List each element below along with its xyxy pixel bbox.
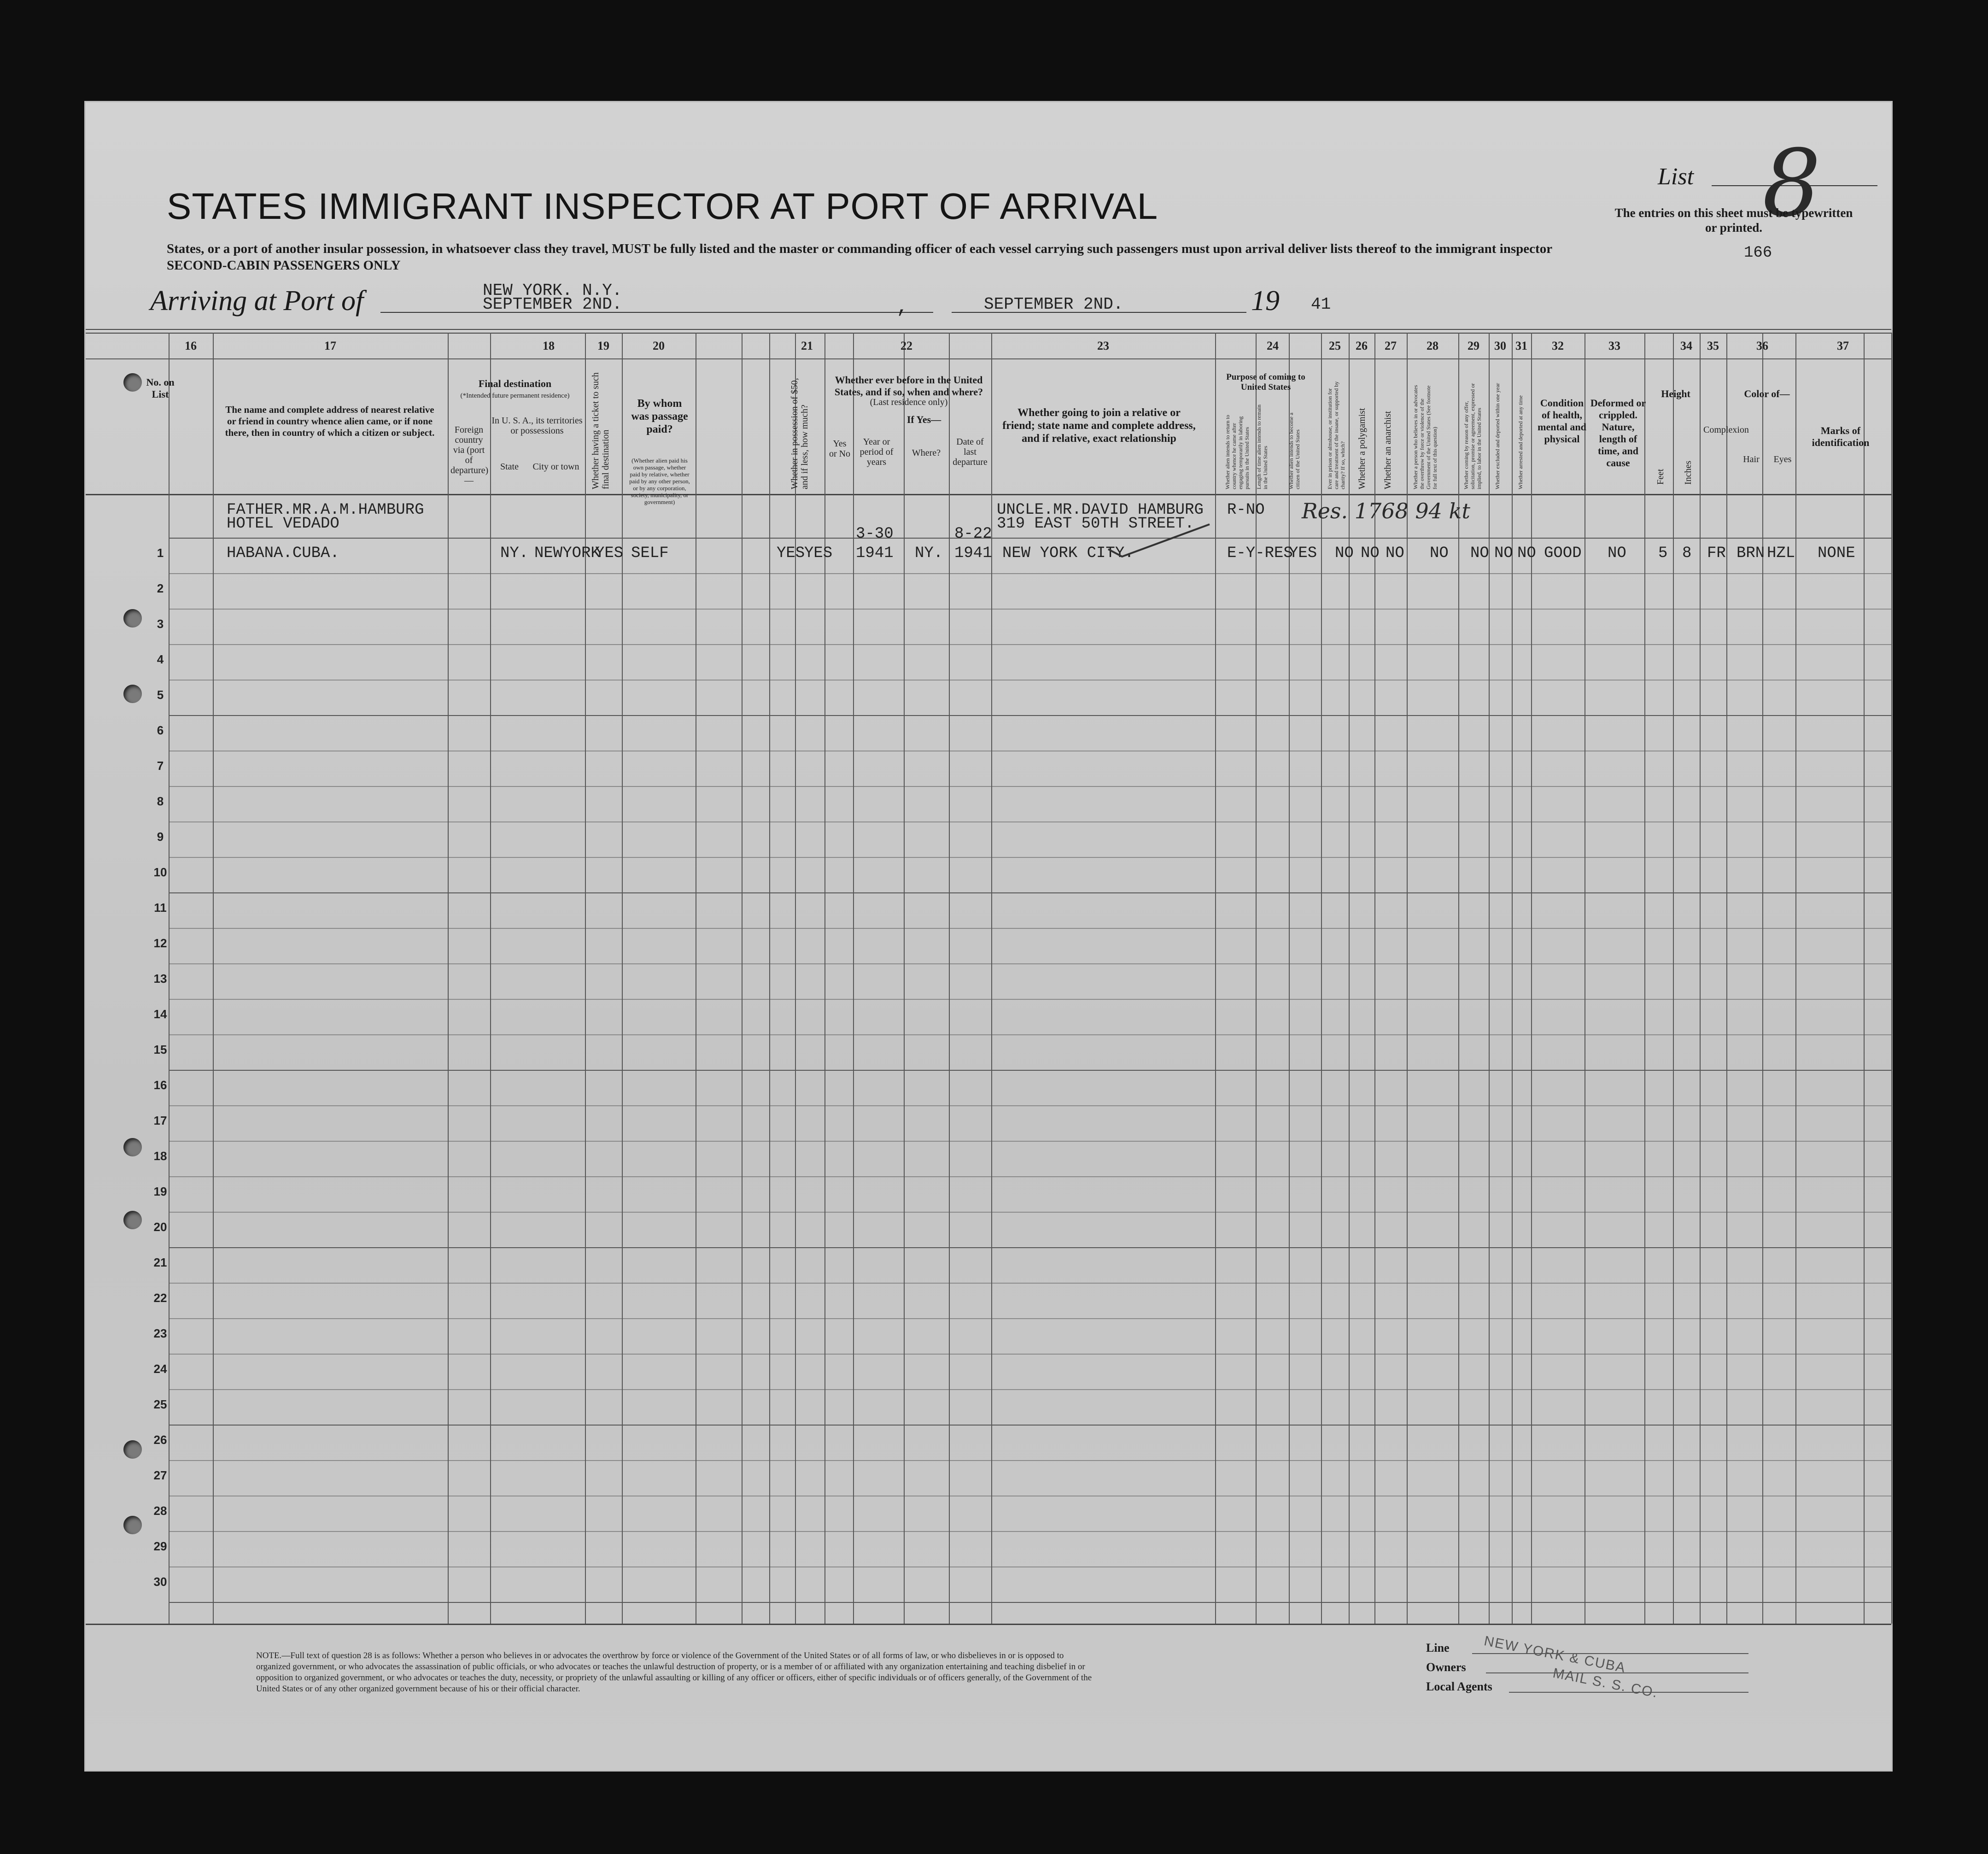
row-number: 18 xyxy=(153,1149,167,1163)
row-rule xyxy=(169,1212,1891,1213)
arrival-port: NEW YORK. N.Y. xyxy=(483,281,622,300)
row-rule xyxy=(169,538,1891,539)
column-rule xyxy=(1700,333,1701,1624)
header-col24-title: Purpose of coming to United States xyxy=(1226,372,1305,392)
row-number: 8 xyxy=(157,794,164,808)
row-rule xyxy=(169,821,1891,822)
header-col26: Whether a polygamist xyxy=(1357,408,1367,489)
entry-relative-line2: HOTEL VEDADO xyxy=(227,515,339,533)
row-number: 5 xyxy=(157,688,164,702)
handwritten-note: Res. 1768 94 kt xyxy=(1302,499,1470,523)
header-col27: Whether an anarchist xyxy=(1383,411,1393,489)
row-number: 4 xyxy=(157,652,164,666)
header-no-on-list: No. on List xyxy=(146,376,175,400)
row-number: 15 xyxy=(153,1043,167,1056)
row-rule xyxy=(169,715,1891,716)
binder-hole xyxy=(123,685,142,703)
date-separator: , xyxy=(896,296,909,319)
row-rule xyxy=(169,609,1891,610)
header-col18-state: State xyxy=(500,462,519,472)
column-number: 17 xyxy=(324,339,336,352)
entry-contract-labor: NO xyxy=(1470,545,1489,562)
column-number: 32 xyxy=(1552,339,1564,352)
column-rule xyxy=(490,333,491,1624)
row-number: 11 xyxy=(154,901,167,915)
header-col28: Whether a person who believes in or advocates the overthrow by force or violence of the Government of the United States (See footnote for full text of this question) xyxy=(1412,385,1438,489)
column-number: 25 xyxy=(1329,339,1341,352)
column-rule xyxy=(1215,333,1216,1624)
header-col34-title: Height xyxy=(1661,388,1690,399)
row-number: 9 xyxy=(157,830,164,844)
entry-inches: 8 xyxy=(1682,545,1692,562)
header-col25: Ever in prison or almshouse, or institution for care and treatment of the insane, or supported by charity? If so, which? xyxy=(1327,381,1346,489)
column-rule xyxy=(904,333,905,1624)
class-note: SECOND-CABIN PASSENGERS ONLY xyxy=(167,258,401,273)
row-number: 3 xyxy=(157,617,164,631)
row-rule xyxy=(169,1141,1891,1142)
column-rule xyxy=(1458,333,1459,1624)
column-rule xyxy=(742,333,743,1624)
header-col34-inches: Inches xyxy=(1683,460,1693,485)
footer-line-label: Line xyxy=(1426,1641,1450,1655)
column-number: 37 xyxy=(1837,339,1849,352)
stamp-line1: NEW YORK & CUBA xyxy=(1483,1633,1627,1676)
typewritten-note: The entries on this sheet must be typewritten or printed. xyxy=(1614,206,1853,235)
header-col29: Whether coming by reason of any offer, solicitation, promise or agreement, expressed or implied, to labor in the United States xyxy=(1463,383,1482,489)
header-col34-feet: Feet xyxy=(1655,469,1666,485)
entry-has-50: YES xyxy=(777,545,805,562)
footer-agents-label: Local Agents xyxy=(1426,1680,1492,1693)
binder-hole xyxy=(123,1211,142,1229)
header-col36-eyes: Eyes xyxy=(1773,454,1792,464)
binder-hole xyxy=(123,1516,142,1534)
column-rule xyxy=(1795,333,1796,1624)
row-number: 25 xyxy=(153,1397,167,1411)
header-col33: Deformed or crippled. Nature, length of time, and cause xyxy=(1590,397,1646,469)
column-rule xyxy=(1864,333,1865,1624)
column-number: 21 xyxy=(801,339,813,352)
header-col32: Condition of health, mental and physical xyxy=(1538,397,1586,445)
row-number: 7 xyxy=(157,759,164,773)
entry-polygamist: NO xyxy=(1361,545,1380,562)
column-number: 26 xyxy=(1356,339,1368,352)
column-rule xyxy=(824,333,825,1624)
arrival-date-2: SEPTEMBER 2ND. xyxy=(984,295,1123,314)
manifest-sheet xyxy=(86,102,1891,1770)
row-rule xyxy=(169,928,1891,929)
entry-deformed: NO xyxy=(1608,545,1626,562)
binder-hole xyxy=(123,609,142,628)
entry-relative-line1: FATHER.MR.A.M.HAMBURG xyxy=(227,501,424,519)
entry-relative-line3: HABANA.CUBA. xyxy=(227,545,339,562)
row-number: 12 xyxy=(153,936,167,950)
row-rule xyxy=(169,1070,1891,1071)
row-rule xyxy=(169,1389,1891,1390)
column-number: 22 xyxy=(900,339,912,352)
header-col22-where: Where? xyxy=(912,448,941,458)
header-col24-b: Length of time alien intends to remain in the United States xyxy=(1256,405,1269,489)
column-rule xyxy=(1374,333,1375,1624)
header-col17: The name and complete address of nearest relative or friend in country whence alien came, or if none there, then in country of which a citizen or subject. xyxy=(225,404,435,438)
header-col18-title: Final destination xyxy=(478,378,552,389)
row-rule xyxy=(169,1460,1891,1461)
column-number: 29 xyxy=(1468,339,1479,352)
column-number: 23 xyxy=(1097,339,1109,352)
list-label: List xyxy=(1658,164,1694,190)
arrival-underline-1 xyxy=(380,312,933,313)
header-col36-hair: Hair xyxy=(1743,454,1760,464)
column-rule xyxy=(1644,333,1645,1624)
header-col35: Complexion xyxy=(1703,425,1749,435)
column-number: 36 xyxy=(1756,339,1768,352)
row-number: 20 xyxy=(153,1220,167,1234)
column-rule xyxy=(1489,333,1490,1624)
header-col22-title: Whether ever before in the United States, and if so, when and where? xyxy=(834,374,983,398)
entry-city: NEWYORK xyxy=(534,545,600,562)
entry-departure-top: 8-22 xyxy=(954,525,992,543)
column-rule xyxy=(1321,333,1322,1624)
entry-departure-year: 1941 xyxy=(954,545,992,562)
entry-purpose: E-Y-RES xyxy=(1227,545,1293,562)
header-col24-c: Whether alien intends to become a citizen of the United States xyxy=(1288,412,1301,489)
row-number: 2 xyxy=(157,581,164,595)
column-rule xyxy=(1762,333,1763,1624)
header-col30: Whether excluded and deported within one year xyxy=(1494,383,1501,489)
column-number: 27 xyxy=(1385,339,1397,352)
column-number: 20 xyxy=(653,339,665,352)
entry-state: NY. xyxy=(500,545,529,562)
arriving-label: Arriving at Port of xyxy=(150,285,364,317)
entry-marks: NONE xyxy=(1818,545,1855,562)
year-suffix: 41 xyxy=(1311,295,1331,314)
row-rule xyxy=(169,999,1891,1000)
list-number: 8 xyxy=(1762,130,1821,237)
row-number: 26 xyxy=(153,1433,167,1447)
column-number: 33 xyxy=(1608,339,1620,352)
header-col19: Whether having a ticket to such final destination xyxy=(591,372,611,489)
header-col18-usa: In U. S. A., its territories or possessions xyxy=(491,416,583,436)
entry-ticket: YES xyxy=(595,545,624,562)
row-number: 29 xyxy=(153,1539,167,1553)
row-number: 13 xyxy=(153,972,167,986)
entry-prison: NO xyxy=(1335,545,1354,562)
header-col36-title: Color of— xyxy=(1744,388,1790,399)
row-number: 23 xyxy=(153,1326,167,1340)
row-rule xyxy=(169,573,1891,574)
column-rule xyxy=(585,333,586,1624)
row-rule xyxy=(169,1283,1891,1284)
entry-hair: BRN xyxy=(1737,545,1765,562)
column-rule xyxy=(1891,333,1892,1624)
column-number: 35 xyxy=(1707,339,1719,352)
entry-deported: NO xyxy=(1517,545,1536,562)
entry-feet: 5 xyxy=(1658,545,1668,562)
row-rule xyxy=(169,1531,1891,1532)
header-col22-sub: (Last residence only) xyxy=(870,397,948,407)
row-rule xyxy=(169,1105,1891,1106)
footer-owners-label: Owners xyxy=(1426,1660,1466,1674)
column-rule xyxy=(622,333,623,1624)
entry-excluded: NO xyxy=(1494,545,1513,562)
row-number: 1 xyxy=(157,546,164,560)
row-number: 19 xyxy=(153,1185,167,1198)
column-number: 30 xyxy=(1494,339,1506,352)
entry-anarchist: NO xyxy=(1386,545,1404,562)
row-number: 6 xyxy=(157,723,164,737)
table-top-rule xyxy=(86,329,1891,330)
row-rule xyxy=(169,1354,1891,1355)
column-rule xyxy=(1531,333,1532,1624)
row-number: 22 xyxy=(153,1291,167,1305)
header-col20-sub: (Whether alien paid his own passage, whether paid by relative, whether paid by any other person, or by any corporation, society, municipality, or government) xyxy=(629,457,690,505)
header-col20-title: By whom was passage paid? xyxy=(631,398,688,435)
column-rule xyxy=(1289,333,1290,1624)
header-col22-year: Year or period of years xyxy=(860,437,894,467)
entry-paid-by: SELF xyxy=(631,545,669,562)
column-number: 16 xyxy=(185,339,197,352)
row-rule xyxy=(169,1602,1891,1603)
column-rule xyxy=(1349,333,1350,1624)
row-rule xyxy=(169,644,1891,645)
row-rule xyxy=(169,1034,1891,1035)
header-col18-sub: (*Intended future permanent residence) xyxy=(460,392,570,399)
column-rule xyxy=(949,333,950,1624)
entry-year-period: 1941 xyxy=(856,545,894,562)
row-rule xyxy=(169,892,1891,893)
row-rule xyxy=(169,963,1891,964)
column-number: 18 xyxy=(543,339,555,352)
column-number: 28 xyxy=(1427,339,1438,352)
column-rule xyxy=(853,333,854,1624)
header-col22-ifyes: If Yes— xyxy=(906,414,941,425)
page-subtitle: States, or a port of another insular possession, in whatsoever class they travel, MUST be fully listed and the master or commanding officer of each vessel carrying such passengers must upon arrival deliver lists thereof to the immigrant inspector xyxy=(167,241,1553,256)
header-col37: Marks of identification xyxy=(1812,425,1870,448)
row-rule xyxy=(169,1247,1891,1248)
column-rule xyxy=(1256,333,1257,1624)
page-number: 166 xyxy=(1744,244,1772,262)
row-rule xyxy=(169,1425,1891,1426)
column-number: 24 xyxy=(1267,339,1279,352)
footnote: NOTE.—Full text of question 28 is as follows: Whether a person who believes in or advocates the overthrow by force or violence of the Government of the United States or of all forms of law, or who disbelieves in or is opposed to organized government, or who advocates the assassination of public officials, or who advocates or teaches the unlawful destruction of property, or is a member of or affiliated with any organization entertaining and teaching disbelief in or opposition to organized government, or who advocates or teaches the duty, necessity, or propriety of the unlawful assaulting or killing of any officer or officers, either of specific individuals or of officers generally, of the Government of the United States or of any other organized government because of his or their official character. xyxy=(256,1651,1092,1694)
column-rule xyxy=(1726,333,1727,1624)
column-rule xyxy=(1673,333,1674,1624)
column-rule xyxy=(1407,333,1408,1624)
column-number: 19 xyxy=(597,339,609,352)
column-number: 34 xyxy=(1680,339,1692,352)
binder-hole xyxy=(123,1440,142,1459)
entry-joining-line3: NEW YORK CITY. xyxy=(1002,545,1134,562)
table-top-rule-2 xyxy=(86,333,1891,334)
header-col21: Whether in possession of $50, and if less, how much? xyxy=(789,378,810,489)
header-col31: Whether arrested and deported at any time xyxy=(1517,395,1524,489)
row-number: 17 xyxy=(153,1114,167,1127)
column-number-rule xyxy=(86,358,1891,359)
row-number: 30 xyxy=(153,1575,167,1589)
entry-joining-line1: UNCLE.MR.DAVID HAMBURG xyxy=(997,501,1204,519)
entry-year-period-top: 3-30 xyxy=(856,525,894,543)
column-rule xyxy=(795,333,796,1624)
header-bottom-rule xyxy=(86,494,1891,495)
row-number: 28 xyxy=(153,1504,167,1518)
entry-joining-line2: 319 EAST 50TH STREET. xyxy=(997,515,1194,533)
row-rule xyxy=(169,857,1891,858)
column-rule xyxy=(1512,333,1513,1624)
header-col22-yesno: Yes or No xyxy=(829,439,851,459)
stamp-line2: MAIL S. S. CO. xyxy=(1551,1665,1660,1701)
header-col18-city: City or town xyxy=(532,462,579,472)
row-number: 24 xyxy=(153,1362,167,1376)
entry-eyes: HZL xyxy=(1767,545,1795,562)
entry-citizen: YES xyxy=(1289,545,1317,562)
column-rule xyxy=(769,333,770,1624)
arrival-date-1: SEPTEMBER 2ND. xyxy=(483,295,622,314)
entry-before-us: YES xyxy=(804,545,833,562)
header-col18-foreign: Foreign country via (port of departure)— xyxy=(450,425,489,486)
row-rule xyxy=(169,680,1891,681)
row-number: 14 xyxy=(153,1007,167,1021)
binder-hole xyxy=(123,373,142,392)
entry-health: GOOD xyxy=(1544,545,1582,562)
row-number: 10 xyxy=(153,865,167,879)
row-number: 16 xyxy=(153,1078,167,1092)
column-rule xyxy=(213,333,214,1624)
entry-complexion: FR xyxy=(1707,545,1726,562)
year-prefix: 19 xyxy=(1251,285,1280,317)
column-number: 31 xyxy=(1515,339,1527,352)
row-number: 21 xyxy=(153,1256,167,1269)
row-rule xyxy=(169,1176,1891,1177)
entry-purpose-top: R-NO xyxy=(1227,501,1265,519)
header-col24-a: Whether alien intends to return to country whence he came after engaging temporarily in laboring pursuits in the United States xyxy=(1224,415,1250,489)
check-mark xyxy=(1104,522,1214,558)
binder-hole xyxy=(123,1138,142,1156)
entry-where: NY. xyxy=(915,545,943,562)
row-rule xyxy=(169,1318,1891,1319)
column-rule xyxy=(448,333,449,1624)
entry-overthrow: NO xyxy=(1430,545,1449,562)
header-col23: Whether going to join a relative or friend; state name and complete address, and if relative, exact relationship xyxy=(1002,407,1196,445)
row-rule xyxy=(169,786,1891,787)
row-number: 27 xyxy=(153,1468,167,1482)
page-title: STATES IMMIGRANT INSPECTOR AT PORT OF ARRIVAL xyxy=(167,186,1158,227)
table-bottom-rule xyxy=(86,1624,1891,1625)
header-col22-date: Date of last departure xyxy=(953,437,988,467)
